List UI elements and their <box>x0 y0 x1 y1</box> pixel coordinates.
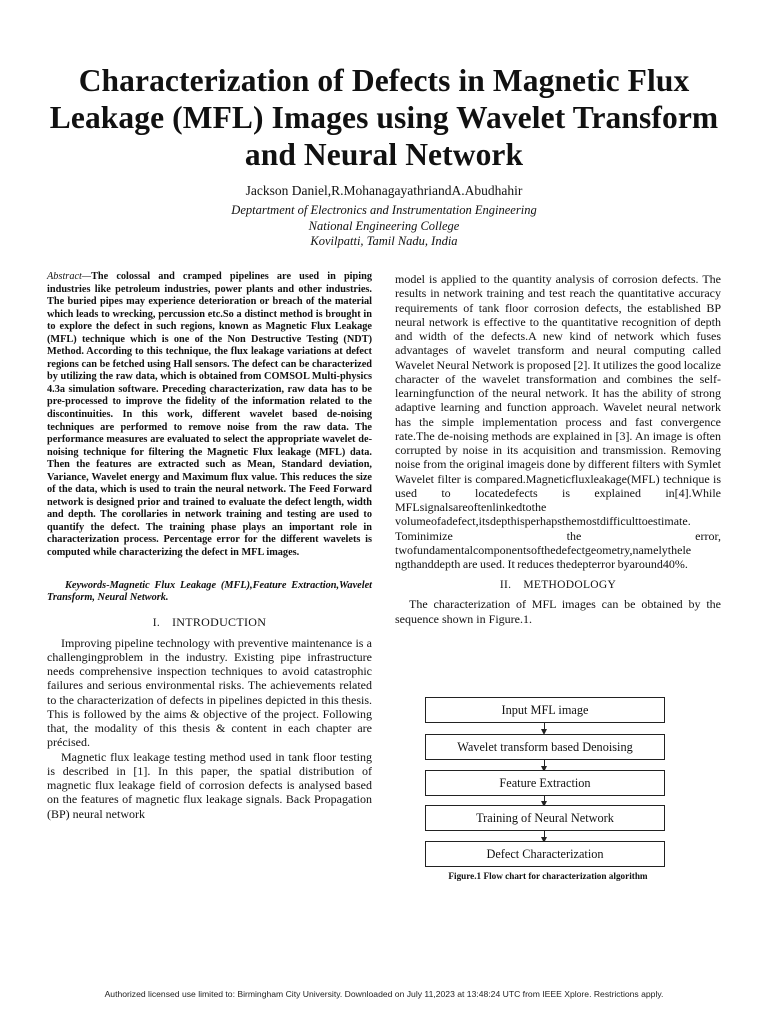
flow-step-input: Input MFL image <box>425 697 665 723</box>
abstract-text: The colossal and cramped pipelines are used in piping industries like petroleum industries, power plants and other industries. The buried pipes may experience deterioration or breach of the material which leads to wrecking, percussion etc.So a distinct method is brought in to explore the defect in such regions, known as Magnetic Flux Leakage (MFL) technique which is one of the Non Destructive Testing (NDT) Method. According to this technique, the flux leakage variations at defect regions can be fetched using Hall sensors. The defect can be characterized by utilizing the raw data, which is obtained from COMSOL Multi-physics 4.3a simulation software. Preceding characterization, raw data has to be pre-processed to improve the fidelity of the information related to the discontinuities. In this work, different wavelet based de-noising techniques are performed to remove noise from the raw data. The performance measures are evaluated to select the appropriate wavelet de-noising technique for filtering the Magnetic Flux leakage (MFL) data. Then the features are extracted such as Mean, Standard deviation, Variance, Wavelet energy and Maximum flux value. This reduces the size of the data, which is used to train the neural network. The Feed Forward network is designed prior and trained to evaluate the defect length, width and depth. The corollaries in network training and testing are used to quantify the defect. The training phase plays an important role in characterization process. Percentage error for the different wavelets is computed while characterizing the defect in MFL images. <box>47 271 372 559</box>
affiliation-institution: National Engineering College <box>308 218 460 233</box>
right-column <box>395 272 721 626</box>
affiliation-department: Deptartment of Electronics and Instrumentation Engineering <box>231 203 537 217</box>
flow-step-denoising: Wavelet transform based Denoising <box>425 734 665 760</box>
license-footer: Authorized licensed use limited to: Birmingham City University. Downloaded on July 11,2023 at 13:48:24 UTC from IEEE Xplore. Restrictions apply. <box>104 989 664 999</box>
flow-step-characterization: Defect Characterization <box>425 841 665 867</box>
section-heading-methodology <box>395 579 721 591</box>
flow-arrow <box>544 830 545 838</box>
flow-step-feature-extraction: Feature Extraction <box>425 770 665 796</box>
affiliation-location: Kovilpatti, Tamil Nadu, India <box>310 234 458 248</box>
flow-arrow <box>544 795 545 802</box>
affiliation <box>0 203 768 250</box>
section-title: METHODOLOGY <box>523 579 617 592</box>
intro-paragraph-2: Magnetic flux leakage testing method used in tank floor testing is described in [1]. In this paper, the spatial distribution of magnetic flux leakage field of corrosion defects is analysed based on the features of magnetic flux leakage signals. Back Propagation (BP) neural network <box>47 749 372 821</box>
abstract <box>47 271 372 560</box>
abstract-lead: Abstract— <box>47 271 92 282</box>
section-title-rest: NTRODUCTION <box>176 614 267 629</box>
intro-paragraph-1: Improving pipeline technology with preventive maintenance is a challengingproblem in the industry. Existing pipe infrastructure needs comprehensive inspection techniques to avoid catastrophic failures and serious environmental risks. The achievements related to the characterization of defects in pipelines depicted in this thesis. This is followed by the aims & objective of the project. Following that, the modality of this thesis & content in each chapter are précised. <box>47 635 372 750</box>
paper-title: Characterization of Defects in Magnetic Flux Leakage (MFL) Images using Wavelet Transform and Neural Network <box>49 63 719 172</box>
section-number: II. <box>499 579 512 592</box>
flow-arrow <box>544 722 545 730</box>
section-number: I. <box>152 616 161 629</box>
flow-arrow <box>544 759 545 767</box>
methodology-paragraph: The characterization of MFL images can be obtained by the sequence shown in Figure.1. <box>395 597 721 626</box>
section-heading-introduction <box>47 615 372 630</box>
keywords: Keywords-Magnetic Flux Leakage (MFL),Feature Extraction,Wavelet Transform, Neural Network. <box>47 579 372 604</box>
section-title-initial: I <box>172 616 177 629</box>
continued-paragraph: model is applied to the quantity analysis of corrosion defects. The results in network training and test reach the quantitative accuracy requirements of tank floor corrosion defects, the established BP neural network is effective to the quantitative recognition of depth and width of the defects.A new kind of network which fuses advantages of wavelet transform and neural computing called Wavelet Neural Network is proposed [2]. It utilizes the good localize character of the wavelet transformation and combines the self-learningfunction of the neural network. It has the ability of strong adaptive learning and function approach. Wavelet neural network has the simple implementation process and fast convergence rate.The de-noising methods are explained in [3]. An image is often corrupted by noise in its acquisition and transmission. Removing noise from the original imageis done by different filters with Symlet Wavelet filter is compared.Magneticfluxleakage(MFL) technique is used to locatedefects is explained in[4].While MFLsignalsareoftenlinkedtothe volumeofadefect,itsdepthisperhapsthemostdifficulttoestimate. Tominimize the error, twofundamentalcomponentsofthedefectgeometry,namelythele ngthanddepth are used. It reduces thedepterror byaround40%. <box>395 272 721 571</box>
left-column <box>47 271 372 821</box>
flow-step-training: Training of Neural Network <box>425 805 665 831</box>
author-list: Jackson Daniel,R.MohanagayathriandA.Abudhahir <box>245 183 523 198</box>
flowchart <box>425 697 665 869</box>
figure-caption: Figure.1 Flow chart for characterization algorithm <box>448 871 648 881</box>
